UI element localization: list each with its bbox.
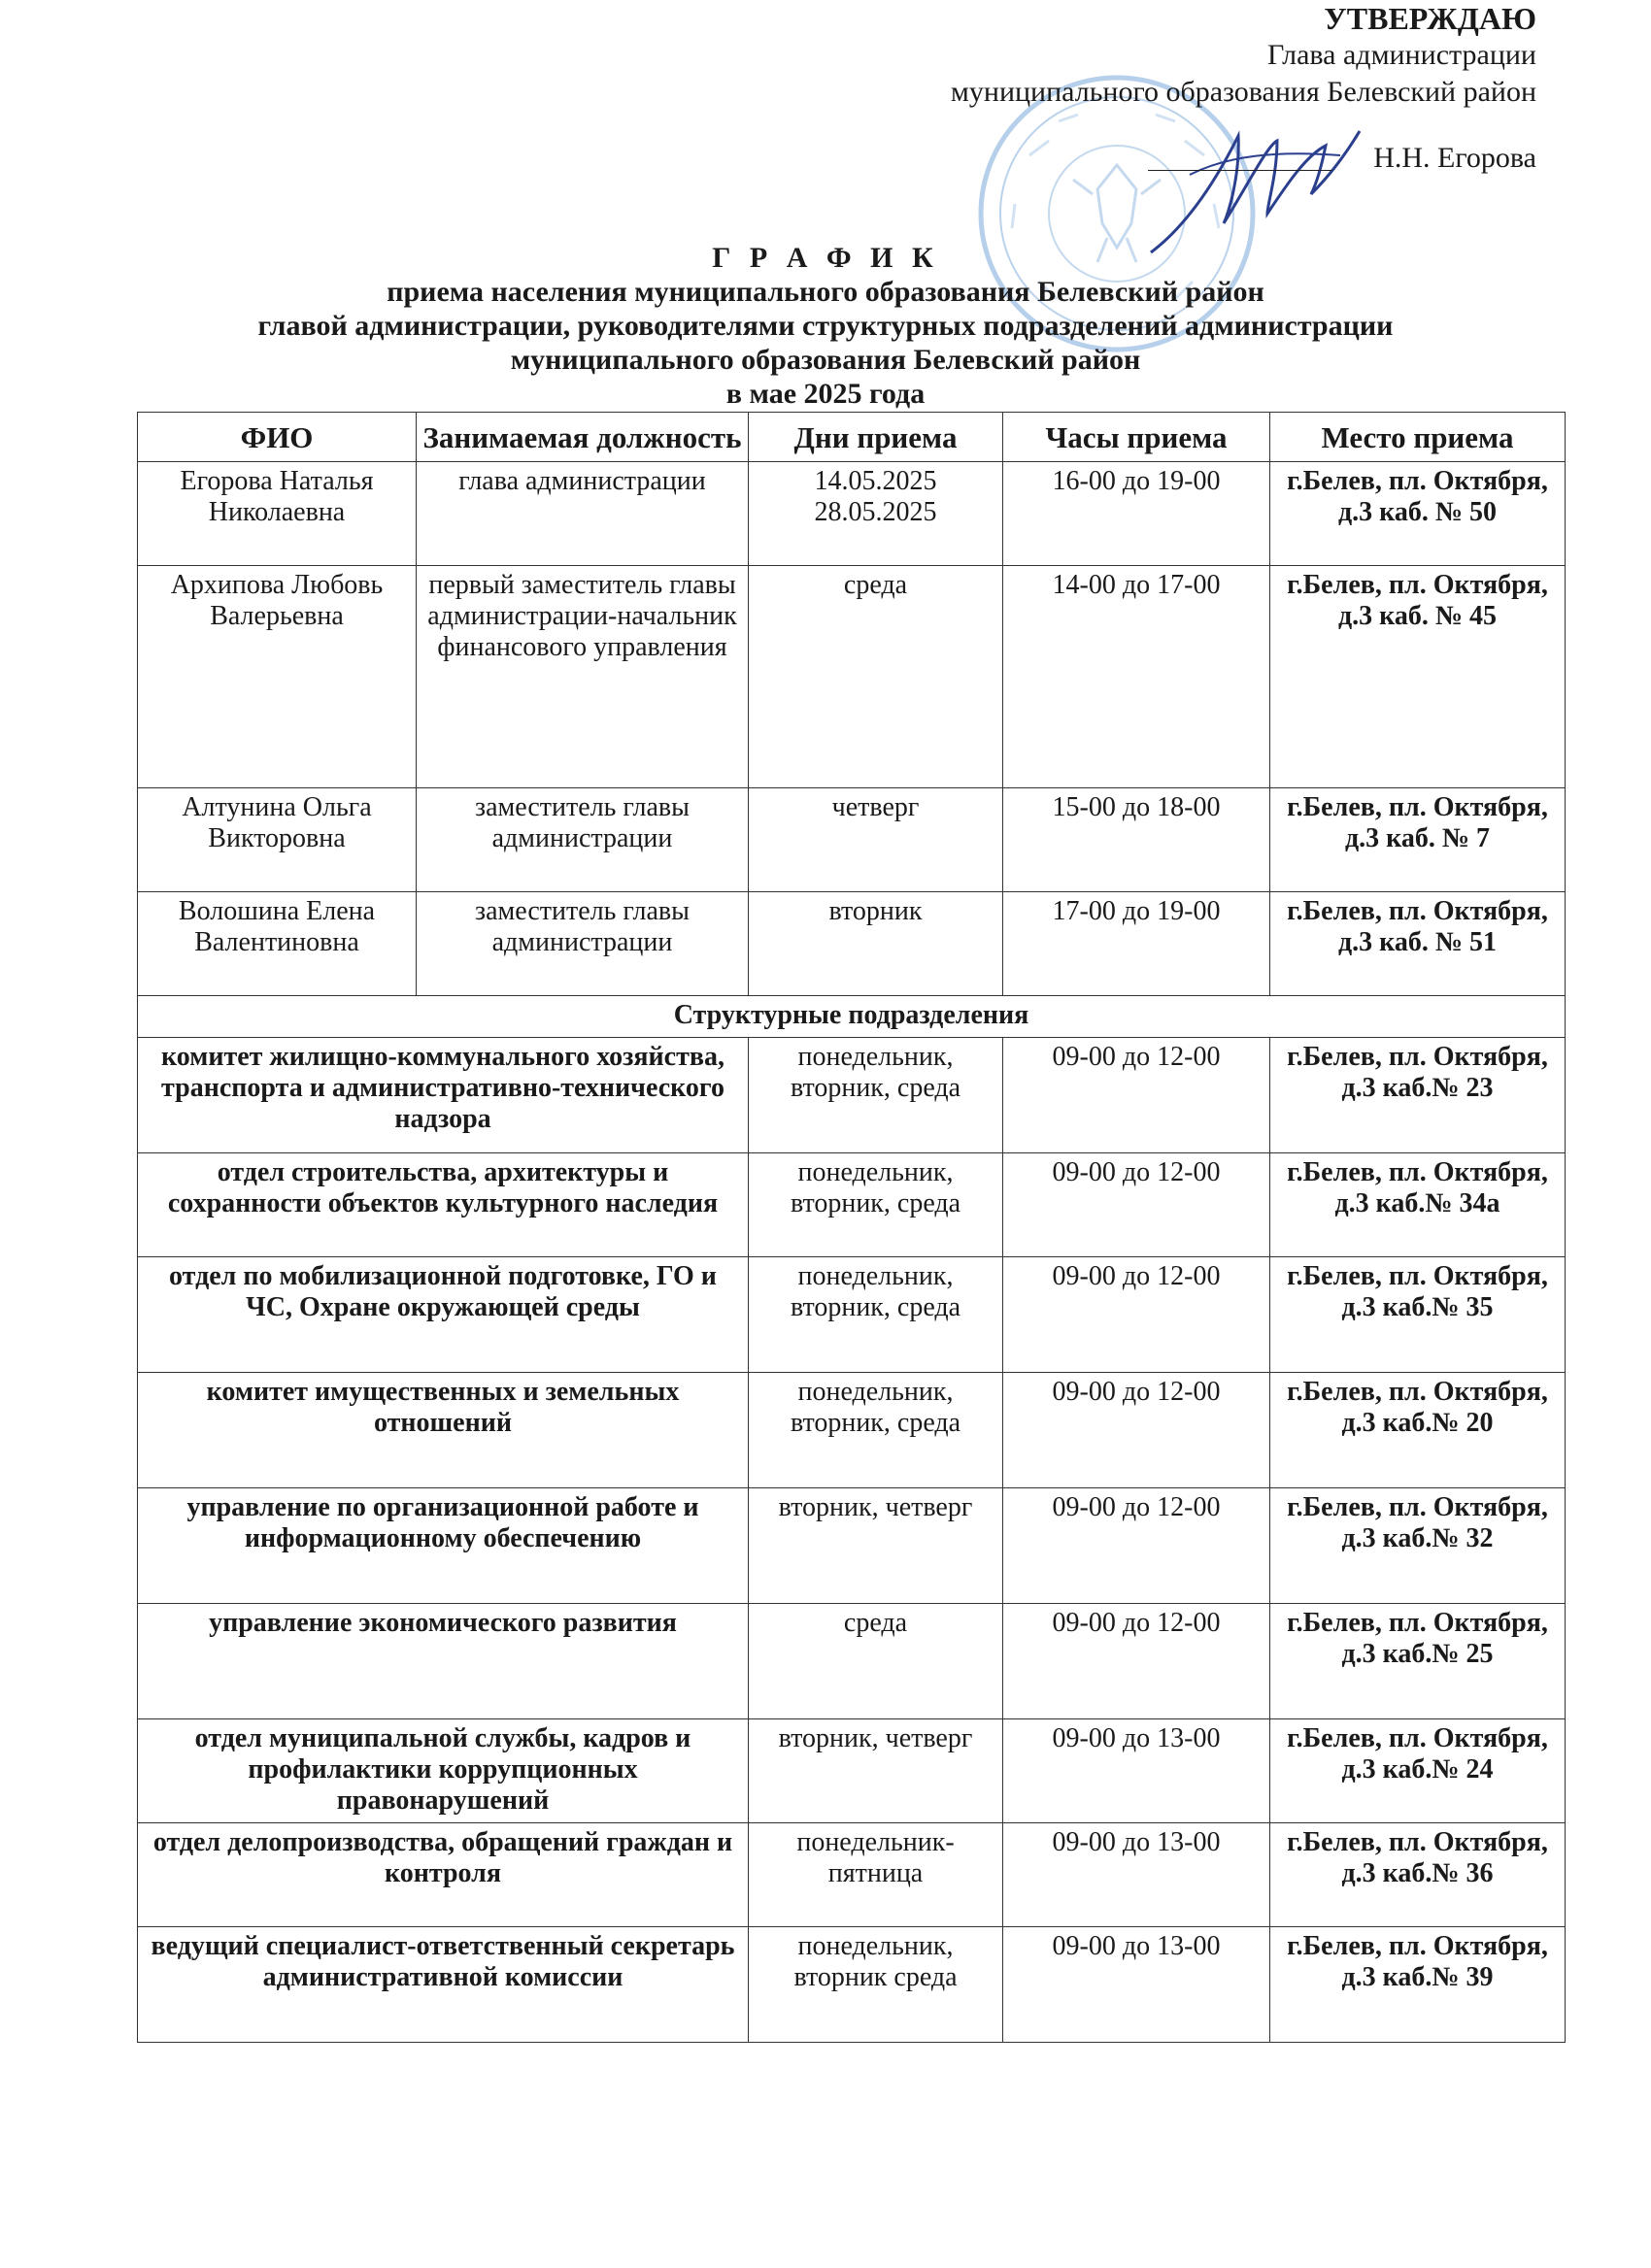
schedule-table: [137, 412, 1566, 2043]
header-name: ФИО: [138, 413, 417, 462]
official-name: Алтунина Ольга Викторовна: [138, 788, 417, 892]
header-position: Занимаемая должность: [417, 413, 749, 462]
department-place: г.Белев, пл. Октября, д.3 каб.№ 39: [1270, 1927, 1566, 2043]
signature-line: [951, 140, 1536, 177]
department-name: отдел муниципальной службы, кадров и профилактики коррупционных правонарушений: [138, 1719, 749, 1823]
table-row: [138, 566, 1566, 788]
department-days: понедельник, вторник, среда: [749, 1038, 1003, 1153]
department-hours: 09-00 до 12-00: [1003, 1153, 1270, 1257]
department-days: понедельник, вторник среда: [749, 1927, 1003, 2043]
table-header-row: [138, 413, 1566, 462]
department-hours: 09-00 до 12-00: [1003, 1038, 1270, 1153]
department-name: управление по организационной работе и информационному обеспечению: [138, 1488, 749, 1604]
title-line-1: приема населения муниципального образования Белевский район: [387, 276, 1264, 308]
department-place: г.Белев, пл. Октября, д.3 каб.№ 36: [1270, 1823, 1566, 1927]
department-name: отдел по мобилизационной подготовке, ГО и ЧС, Охране окружающей среды: [138, 1257, 749, 1373]
title-line-2: главой администрации, руководителями структурных подразделений администрации: [257, 310, 1394, 342]
department-name: комитет жилищно-коммунального хозяйства, транспорта и административно-технического надзора: [138, 1038, 749, 1153]
official-place: г.Белев, пл. Октября, д.3 каб. № 50: [1270, 462, 1566, 566]
signature-rule: [1148, 170, 1332, 171]
department-days: среда: [749, 1604, 1003, 1719]
department-name: отдел делопроизводства, обращений граждан и контроля: [138, 1823, 749, 1927]
official-hours: 15-00 до 18-00: [1003, 788, 1270, 892]
department-days: понедельник-пятница: [749, 1823, 1003, 1927]
official-position: первый заместитель главы администрации-начальник финансового управления: [417, 566, 749, 788]
approval-position: Глава администрации: [1267, 39, 1536, 71]
official-hours: 16-00 до 19-00: [1003, 462, 1270, 566]
department-hours: 09-00 до 12-00: [1003, 1257, 1270, 1373]
table-row: [138, 1257, 1566, 1373]
document-title: [146, 241, 1505, 411]
header-days: Дни приема: [749, 413, 1003, 462]
official-position: заместитель главы администрации: [417, 788, 749, 892]
department-place: г.Белев, пл. Октября, д.3 каб.№ 20: [1270, 1373, 1566, 1488]
department-hours: 09-00 до 13-00: [1003, 1719, 1270, 1823]
official-position: глава администрации: [417, 462, 749, 566]
department-days: вторник, четверг: [749, 1719, 1003, 1823]
title-line-3: муниципального образования Белевский район: [510, 344, 1141, 376]
official-hours: 14-00 до 17-00: [1003, 566, 1270, 788]
department-name: управление экономического развития: [138, 1604, 749, 1719]
department-hours: 09-00 до 12-00: [1003, 1604, 1270, 1719]
approval-block: [951, 0, 1536, 177]
title-line-4: в мае 2025 года: [725, 378, 926, 410]
table-row: [138, 788, 1566, 892]
department-days: понедельник, вторник, среда: [749, 1257, 1003, 1373]
table-row: [138, 892, 1566, 996]
table-row: [138, 1719, 1566, 1823]
table-row: [138, 1604, 1566, 1719]
approval-heading: УТВЕРЖДАЮ: [1324, 1, 1536, 36]
department-hours: 09-00 до 13-00: [1003, 1927, 1270, 2043]
department-place: г.Белев, пл. Октября, д.3 каб.№ 23: [1270, 1038, 1566, 1153]
official-name: Архипова Любовь Валерьевна: [138, 566, 417, 788]
table-row: [138, 1488, 1566, 1604]
official-name: Егорова Наталья Николаевна: [138, 462, 417, 566]
signer-name: Н.Н. Егорова: [1373, 142, 1536, 174]
official-days: среда: [749, 566, 1003, 788]
department-place: г.Белев, пл. Октября, д.3 каб.№ 35: [1270, 1257, 1566, 1373]
department-name: ведущий специалист-ответственный секретарь административной комиссии: [138, 1927, 749, 2043]
official-place: г.Белев, пл. Октября, д.3 каб. № 45: [1270, 566, 1566, 788]
table-row: [138, 1373, 1566, 1488]
header-hours: Часы приема: [1003, 413, 1270, 462]
table-row: [138, 1823, 1566, 1927]
table-row: [138, 462, 1566, 566]
department-place: г.Белев, пл. Октября, д.3 каб.№ 24: [1270, 1719, 1566, 1823]
official-hours: 17-00 до 19-00: [1003, 892, 1270, 996]
section-title: Структурные подразделения: [138, 996, 1566, 1038]
department-place: г.Белев, пл. Октября, д.3 каб.№ 25: [1270, 1604, 1566, 1719]
department-name: комитет имущественных и земельных отношений: [138, 1373, 749, 1488]
table-row: [138, 1153, 1566, 1257]
approval-organization: муниципального образования Белевский район: [950, 76, 1536, 108]
official-days: четверг: [749, 788, 1003, 892]
official-place: г.Белев, пл. Октября, д.3 каб. № 51: [1270, 892, 1566, 996]
header-place: Место приема: [1270, 413, 1566, 462]
department-hours: 09-00 до 12-00: [1003, 1373, 1270, 1488]
department-days: понедельник, вторник, среда: [749, 1153, 1003, 1257]
department-place: г.Белев, пл. Октября, д.3 каб.№ 32: [1270, 1488, 1566, 1604]
official-days: вторник: [749, 892, 1003, 996]
section-row: [138, 996, 1566, 1038]
department-hours: 09-00 до 13-00: [1003, 1823, 1270, 1927]
title-word: Г Р А Ф И К: [712, 242, 939, 274]
official-position: заместитель главы администрации: [417, 892, 749, 996]
table-row: [138, 1927, 1566, 2043]
department-days: вторник, четверг: [749, 1488, 1003, 1604]
department-hours: 09-00 до 12-00: [1003, 1488, 1270, 1604]
official-name: Волошина Елена Валентиновна: [138, 892, 417, 996]
department-days: понедельник, вторник, среда: [749, 1373, 1003, 1488]
official-days: 14.05.2025 28.05.2025: [749, 462, 1003, 566]
official-place: г.Белев, пл. Октября, д.3 каб. № 7: [1270, 788, 1566, 892]
department-place: г.Белев, пл. Октября, д.3 каб.№ 34а: [1270, 1153, 1566, 1257]
table-row: [138, 1038, 1566, 1153]
department-name: отдел строительства, архитектуры и сохранности объектов культурного наследия: [138, 1153, 749, 1257]
